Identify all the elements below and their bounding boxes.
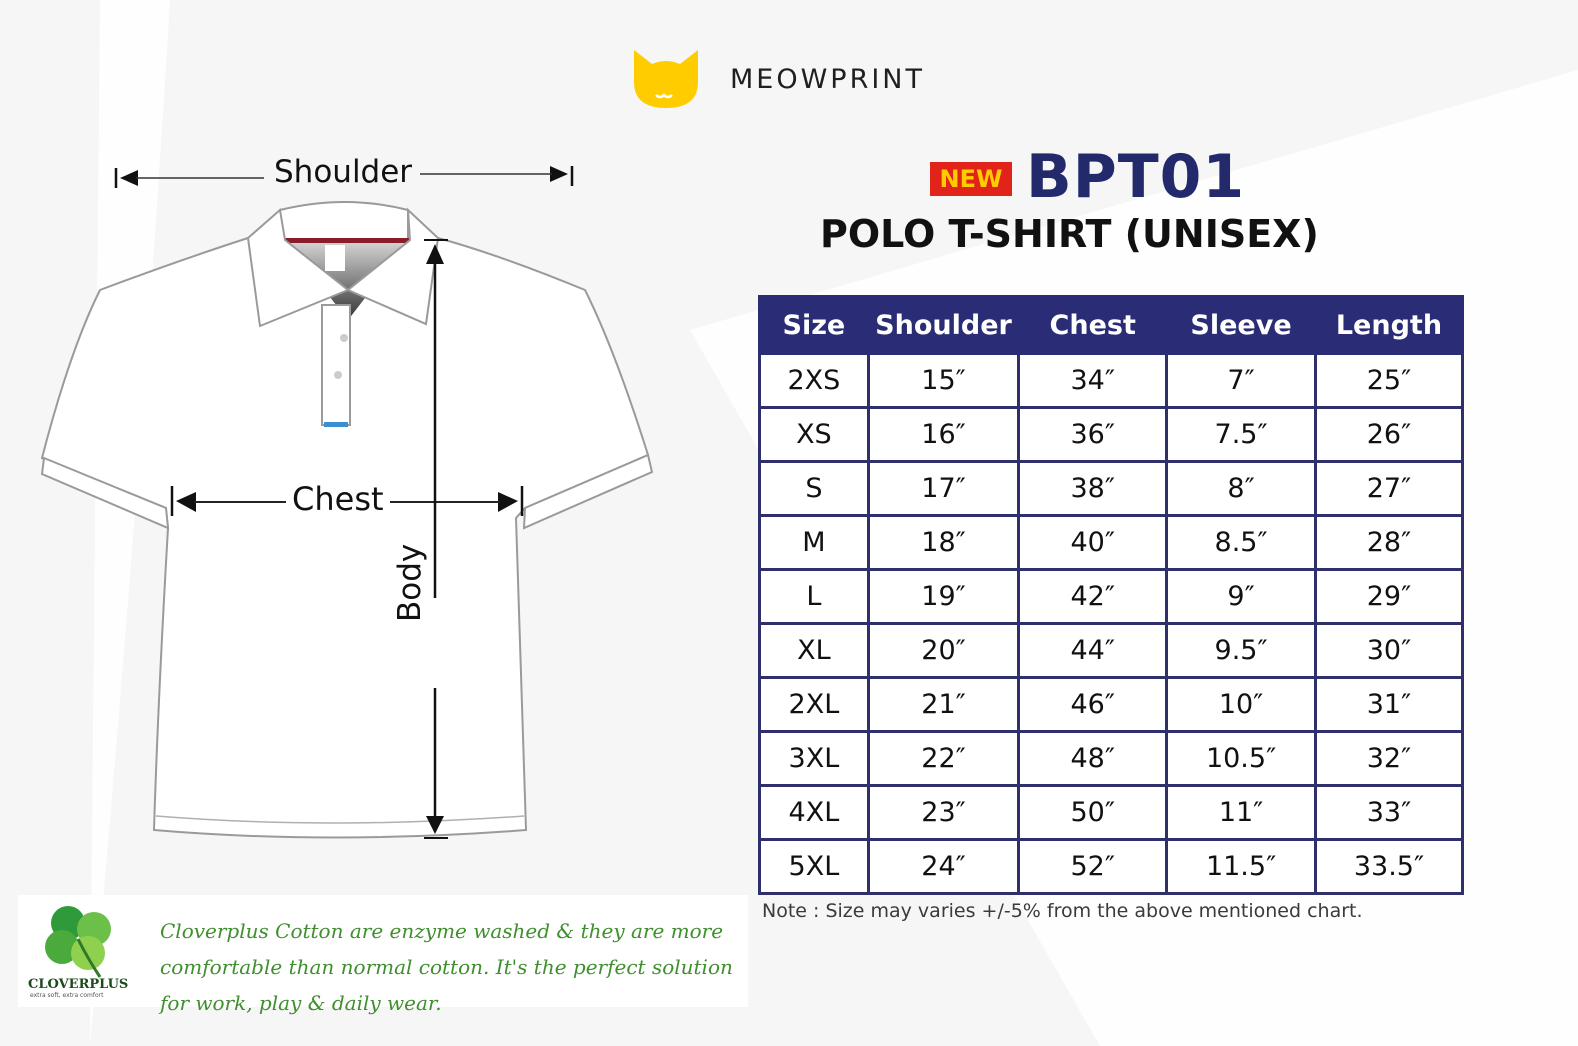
- cell-size: 5XL: [760, 840, 869, 894]
- header-length: Length: [1315, 297, 1462, 354]
- cell-shoulder: 22″: [868, 732, 1018, 786]
- cell-sleeve: 9″: [1167, 570, 1316, 624]
- cell-size: M: [760, 516, 869, 570]
- table-header-row: [760, 297, 1463, 354]
- cell-chest: 44″: [1019, 624, 1167, 678]
- table-row: [760, 462, 1463, 516]
- cloverplus-description: Cloverplus Cotton are enzyme washed & they are more comfortable than normal cotton. It's the perfect solution for work, play & daily wear.: [160, 919, 733, 1015]
- cell-size: XL: [760, 624, 869, 678]
- cell-chest: 50″: [1019, 786, 1167, 840]
- table-row: [760, 516, 1463, 570]
- cell-shoulder: 20″: [868, 624, 1018, 678]
- header-size: Size: [760, 297, 869, 354]
- cell-shoulder: 21″: [868, 678, 1018, 732]
- cell-length: 33.5″: [1315, 840, 1462, 894]
- cell-size: L: [760, 570, 869, 624]
- cell-sleeve: 11″: [1167, 786, 1316, 840]
- cell-size: 2XL: [760, 678, 869, 732]
- table-row: [760, 408, 1463, 462]
- cell-length: 29″: [1315, 570, 1462, 624]
- new-badge: NEW: [930, 162, 1012, 196]
- cell-chest: 48″: [1019, 732, 1167, 786]
- chest-label: Chest: [292, 480, 384, 518]
- cloverplus-brand-name: CLOVERPLUS: [28, 977, 129, 992]
- cell-size: 3XL: [760, 732, 869, 786]
- cell-sleeve: 9.5″: [1167, 624, 1316, 678]
- table-row: [760, 570, 1463, 624]
- cat-head-icon: [630, 48, 702, 110]
- table-row: [760, 354, 1463, 408]
- shirt-diagram: [30, 140, 730, 860]
- table-row: [760, 624, 1463, 678]
- table-row: [760, 678, 1463, 732]
- cell-sleeve: 7.5″: [1167, 408, 1316, 462]
- cell-size: 4XL: [760, 786, 869, 840]
- cell-sleeve: 7″: [1167, 354, 1316, 408]
- cell-length: 25″: [1315, 354, 1462, 408]
- cell-shoulder: 17″: [868, 462, 1018, 516]
- cell-sleeve: 8.5″: [1167, 516, 1316, 570]
- cell-chest: 38″: [1019, 462, 1167, 516]
- cloverplus-tagline: extra soft, extra comfort: [30, 992, 104, 999]
- cell-sleeve: 11.5″: [1167, 840, 1316, 894]
- cell-chest: 40″: [1019, 516, 1167, 570]
- header-chest: Chest: [1019, 297, 1167, 354]
- cell-shoulder: 16″: [868, 408, 1018, 462]
- size-chart-table: [758, 295, 1464, 895]
- cell-sleeve: 10″: [1167, 678, 1316, 732]
- cell-sleeve: 10.5″: [1167, 732, 1316, 786]
- cell-length: 32″: [1315, 732, 1462, 786]
- cell-length: 26″: [1315, 408, 1462, 462]
- product-name: POLO T-SHIRT (UNISEX): [820, 212, 1319, 256]
- table-row: [760, 732, 1463, 786]
- model-code: BPT01: [1026, 142, 1246, 212]
- shoulder-label: Shoulder: [274, 154, 413, 190]
- cell-chest: 46″: [1019, 678, 1167, 732]
- size-note: Note : Size may varies +/-5% from the above mentioned chart.: [762, 900, 1363, 922]
- cell-chest: 36″: [1019, 408, 1167, 462]
- cell-shoulder: 19″: [868, 570, 1018, 624]
- cell-shoulder: 15″: [868, 354, 1018, 408]
- cell-shoulder: 23″: [868, 786, 1018, 840]
- cell-size: 2XS: [760, 354, 869, 408]
- header-shoulder: Shoulder: [868, 297, 1018, 354]
- brand-name: MEOWPRINT: [730, 63, 925, 95]
- table-row: [760, 840, 1463, 894]
- cell-length: 33″: [1315, 786, 1462, 840]
- cell-length: 27″: [1315, 462, 1462, 516]
- cell-length: 30″: [1315, 624, 1462, 678]
- cloverplus-panel: [18, 895, 748, 1015]
- body-label: Body: [392, 543, 428, 622]
- cell-length: 31″: [1315, 678, 1462, 732]
- brand-header: [630, 44, 925, 114]
- cell-shoulder: 18″: [868, 516, 1018, 570]
- cell-length: 28″: [1315, 516, 1462, 570]
- table-row: [760, 786, 1463, 840]
- cell-sleeve: 8″: [1167, 462, 1316, 516]
- cell-chest: 42″: [1019, 570, 1167, 624]
- cell-chest: 34″: [1019, 354, 1167, 408]
- header-sleeve: Sleeve: [1167, 297, 1316, 354]
- clover-icon: [18, 895, 138, 981]
- cell-chest: 52″: [1019, 840, 1167, 894]
- cell-size: XS: [760, 408, 869, 462]
- cell-shoulder: 24″: [868, 840, 1018, 894]
- cell-size: S: [760, 462, 869, 516]
